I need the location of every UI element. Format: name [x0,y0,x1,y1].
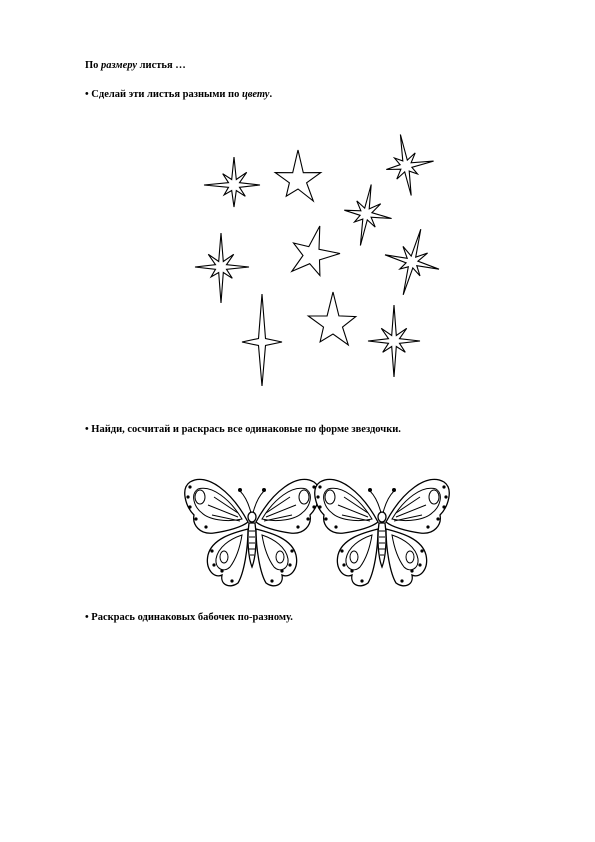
heading-text-a: По [85,60,102,71]
star-9 [308,292,356,345]
butterfly-left [185,479,319,585]
heading-text-italic: размеру [101,60,138,71]
task-leaves-text-c: . [269,89,273,100]
star-7 [385,229,439,295]
star-5 [195,233,249,303]
stars-group [195,135,439,387]
star-4 [344,185,391,246]
star-3 [386,135,433,196]
star-8 [242,294,282,386]
star-10 [368,305,420,377]
butterfly-right [315,479,449,585]
heading-text-c: листья … [137,60,186,71]
task-stars: • Найди, сосчитай и раскрась все одинаковые по форме звездочки. [85,424,401,435]
star-6 [292,226,340,276]
task-butterflies: • Раскрась одинаковых бабочек по-разному. [85,612,293,623]
task-leaves-text-italic: цвету [241,89,270,100]
star-2 [275,150,321,201]
star-1 [204,157,260,207]
task-leaves-text-a: • Сделай эти листья разными по [85,89,242,100]
